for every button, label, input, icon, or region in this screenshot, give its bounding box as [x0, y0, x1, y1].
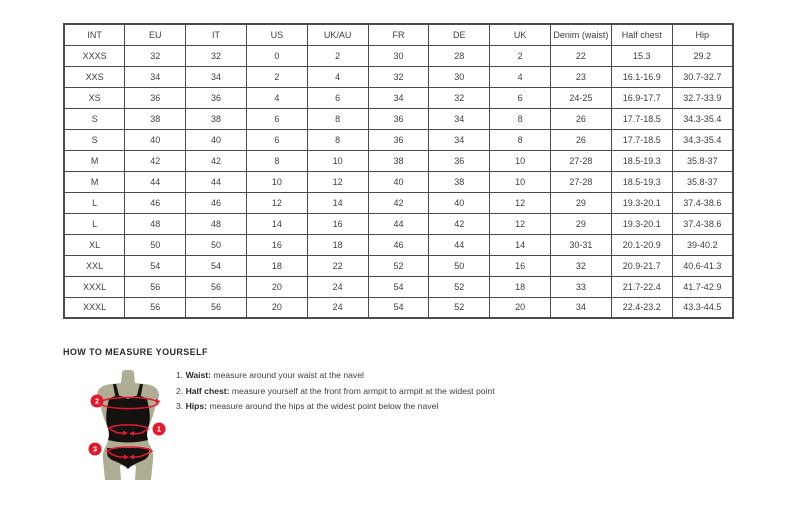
size-cell: 20 — [246, 297, 307, 318]
size-cell: 56 — [125, 276, 186, 297]
table-row — [64, 276, 733, 297]
table-row — [64, 297, 733, 318]
size-cell: 35.8-37 — [672, 171, 733, 192]
size-cell: 44 — [125, 171, 186, 192]
size-cell: 37.4-38.6 — [672, 213, 733, 234]
size-cell: 2 — [307, 45, 368, 66]
size-cell: 36 — [368, 108, 429, 129]
size-cell: L — [64, 213, 125, 234]
size-cell: 38 — [368, 150, 429, 171]
size-cell: 42 — [125, 150, 186, 171]
instruction-term: Waist: — [185, 370, 212, 380]
size-cell: 18 — [246, 255, 307, 276]
size-cell: 46 — [186, 192, 247, 213]
size-cell: 29 — [551, 213, 612, 234]
size-cell: 18 — [307, 234, 368, 255]
size-cell: 6 — [307, 87, 368, 108]
size-cell: 32 — [186, 45, 247, 66]
size-cell: 52 — [429, 297, 490, 318]
size-cell: 16 — [490, 255, 551, 276]
size-cell: 44 — [186, 171, 247, 192]
size-cell: 38 — [429, 171, 490, 192]
size-cell: 19.3-20.1 — [611, 213, 672, 234]
size-cell: 32 — [125, 45, 186, 66]
size-cell: 14 — [490, 234, 551, 255]
size-cell: 30-31 — [551, 234, 612, 255]
size-cell: 40 — [368, 171, 429, 192]
size-cell: 8 — [246, 150, 307, 171]
size-cell: 16 — [307, 213, 368, 234]
instruction-desc: measure yourself at the front from armpit to armpit at the widest point — [231, 385, 495, 396]
size-cell: 32 — [429, 87, 490, 108]
size-cell: 20 — [490, 297, 551, 318]
size-table-body — [64, 45, 733, 318]
chest-marker-badge — [91, 395, 104, 408]
size-cell: 24 — [307, 276, 368, 297]
size-cell: 39-40.2 — [672, 234, 733, 255]
size-cell: 48 — [186, 213, 247, 234]
column-header: UK — [490, 24, 551, 45]
size-cell: 42 — [368, 192, 429, 213]
size-cell: 2 — [490, 45, 551, 66]
table-row — [64, 255, 733, 276]
column-header: Denim (waist) — [551, 24, 612, 45]
size-cell: 40.6-41.3 — [672, 255, 733, 276]
table-row — [64, 192, 733, 213]
size-cell: 35.8-37 — [672, 150, 733, 171]
size-cell: 43.3-44.5 — [672, 297, 733, 318]
table-row — [64, 150, 733, 171]
size-cell: 33 — [551, 276, 612, 297]
size-cell: 32 — [368, 66, 429, 87]
size-cell: 14 — [307, 192, 368, 213]
size-cell: 18 — [490, 276, 551, 297]
size-cell: 32.7-33.9 — [672, 87, 733, 108]
size-cell: 6 — [246, 108, 307, 129]
size-cell: 20.1-20.9 — [611, 234, 672, 255]
size-cell: 30.7-32.7 — [672, 66, 733, 87]
instruction-number: 1. — [176, 370, 184, 380]
size-table-head — [64, 24, 733, 45]
size-cell: XL — [64, 234, 125, 255]
size-cell: 44 — [429, 234, 490, 255]
size-cell: 52 — [429, 276, 490, 297]
size-cell: XXXL — [64, 276, 125, 297]
table-row — [64, 87, 733, 108]
instruction-desc: measure around your waist at the navel — [213, 370, 364, 380]
size-cell: 34.3-35.4 — [672, 108, 733, 129]
instruction-half-chest — [176, 387, 495, 396]
size-cell: 56 — [125, 297, 186, 318]
size-cell: 22 — [551, 45, 612, 66]
size-cell: XS — [64, 87, 125, 108]
column-header: DE — [429, 24, 490, 45]
size-cell: 50 — [125, 234, 186, 255]
size-cell: 54 — [368, 276, 429, 297]
header-row — [64, 24, 733, 45]
measure-instructions — [176, 371, 495, 418]
size-cell: 24 — [307, 297, 368, 318]
swimsuit-top — [106, 396, 150, 443]
size-cell: 19.3-20.1 — [611, 192, 672, 213]
size-cell: 40 — [429, 192, 490, 213]
size-cell: 50 — [186, 234, 247, 255]
size-cell: 30 — [429, 66, 490, 87]
size-cell: 29 — [551, 192, 612, 213]
size-cell: XXXS — [64, 45, 125, 66]
size-cell: 8 — [307, 129, 368, 150]
size-cell: 8 — [307, 108, 368, 129]
size-cell: 18.5-19.3 — [611, 150, 672, 171]
table-row — [64, 171, 733, 192]
size-cell: 12 — [246, 192, 307, 213]
size-cell: M — [64, 150, 125, 171]
size-cell: 34 — [125, 66, 186, 87]
size-cell: 52 — [368, 255, 429, 276]
column-header: US — [246, 24, 307, 45]
column-header: Half chest — [611, 24, 672, 45]
size-cell: XXXL — [64, 297, 125, 318]
table-row — [64, 45, 733, 66]
size-cell: 4 — [246, 87, 307, 108]
instruction-term: Hips: — [185, 401, 208, 411]
size-cell: XXL — [64, 255, 125, 276]
size-cell: S — [64, 108, 125, 129]
size-cell: 21.7-22.4 — [611, 276, 672, 297]
table-row — [64, 66, 733, 87]
size-cell: 42 — [429, 213, 490, 234]
size-cell: 10 — [490, 150, 551, 171]
size-cell: XXS — [64, 66, 125, 87]
size-cell: 38 — [125, 108, 186, 129]
size-cell: 38 — [186, 108, 247, 129]
size-cell: 40 — [186, 129, 247, 150]
size-cell: S — [64, 129, 125, 150]
size-cell: 32 — [551, 255, 612, 276]
size-cell: 27-28 — [551, 150, 612, 171]
size-cell: 22.4-23.2 — [611, 297, 672, 318]
instruction-waist — [176, 371, 495, 380]
size-cell: 36 — [186, 87, 247, 108]
size-cell: 34 — [368, 87, 429, 108]
instruction-term: Half chest: — [185, 385, 230, 396]
size-cell: 34 — [551, 297, 612, 318]
size-cell: 42 — [186, 150, 247, 171]
size-cell: 48 — [125, 213, 186, 234]
column-header: FR — [368, 24, 429, 45]
size-cell: 2 — [246, 66, 307, 87]
size-cell: 20.9-21.7 — [611, 255, 672, 276]
waist-marker-badge — [153, 423, 166, 436]
size-cell: 8 — [490, 108, 551, 129]
size-cell: 44 — [368, 213, 429, 234]
size-cell: 17.7-18.5 — [611, 108, 672, 129]
size-cell: 26 — [551, 129, 612, 150]
size-table — [63, 23, 734, 319]
size-cell: 28 — [429, 45, 490, 66]
size-cell: 0 — [246, 45, 307, 66]
size-cell: 29.2 — [672, 45, 733, 66]
size-cell: 37.4-38.6 — [672, 192, 733, 213]
table-row — [64, 213, 733, 234]
size-cell: 15.3 — [611, 45, 672, 66]
size-cell: 36 — [368, 129, 429, 150]
waist-marker-number: 1 — [156, 424, 162, 434]
size-cell: 16.1-16.9 — [611, 66, 672, 87]
instruction-number: 3. — [176, 401, 184, 411]
size-cell: 30 — [368, 45, 429, 66]
column-header: UK/AU — [307, 24, 368, 45]
size-cell: 50 — [429, 255, 490, 276]
hips-marker-badge — [89, 443, 102, 456]
size-cell: 4 — [307, 66, 368, 87]
size-cell: 54 — [368, 297, 429, 318]
size-cell: 16.9-17.7 — [611, 87, 672, 108]
table-row — [64, 129, 733, 150]
measure-section-title: HOW TO MEASURE YOURSELF — [63, 347, 208, 357]
size-cell: 18.5-19.3 — [611, 171, 672, 192]
column-header: INT — [64, 24, 125, 45]
size-cell: 27-28 — [551, 171, 612, 192]
size-cell: 12 — [307, 171, 368, 192]
size-cell: 8 — [490, 129, 551, 150]
size-cell: 34 — [429, 108, 490, 129]
table-row — [64, 234, 733, 255]
size-cell: 41.7-42.9 — [672, 276, 733, 297]
size-cell: 40 — [125, 129, 186, 150]
size-cell: 23 — [551, 66, 612, 87]
table-row — [64, 108, 733, 129]
size-cell: 16 — [246, 234, 307, 255]
size-cell: 20 — [246, 276, 307, 297]
size-cell: 10 — [246, 171, 307, 192]
size-cell: 26 — [551, 108, 612, 129]
instruction-desc: measure around the hips at the widest point below the navel — [209, 401, 439, 411]
chest-marker-number: 2 — [94, 396, 100, 406]
size-cell: 17.7-18.5 — [611, 129, 672, 150]
size-cell: M — [64, 171, 125, 192]
size-cell: 46 — [125, 192, 186, 213]
size-cell: 34 — [429, 129, 490, 150]
size-cell: 6 — [490, 87, 551, 108]
size-cell: 54 — [186, 255, 247, 276]
size-cell: 56 — [186, 276, 247, 297]
size-cell: 34.3-35.4 — [672, 129, 733, 150]
column-header: Hip — [672, 24, 733, 45]
size-cell: 46 — [368, 234, 429, 255]
column-header: IT — [186, 24, 247, 45]
hips-marker-number: 3 — [92, 444, 98, 454]
size-cell: 36 — [429, 150, 490, 171]
size-cell: 14 — [246, 213, 307, 234]
size-cell: 12 — [490, 213, 551, 234]
size-cell: 12 — [490, 192, 551, 213]
size-cell: 4 — [490, 66, 551, 87]
instruction-number: 2. — [176, 385, 184, 396]
size-cell: 22 — [307, 255, 368, 276]
size-cell: 10 — [307, 150, 368, 171]
size-cell: 36 — [125, 87, 186, 108]
size-cell: 6 — [246, 129, 307, 150]
size-cell: 24-25 — [551, 87, 612, 108]
size-cell: 34 — [186, 66, 247, 87]
size-cell: 54 — [125, 255, 186, 276]
size-cell: L — [64, 192, 125, 213]
instruction-hips — [176, 402, 495, 411]
size-cell: 56 — [186, 297, 247, 318]
size-cell: 10 — [490, 171, 551, 192]
column-header: EU — [125, 24, 186, 45]
